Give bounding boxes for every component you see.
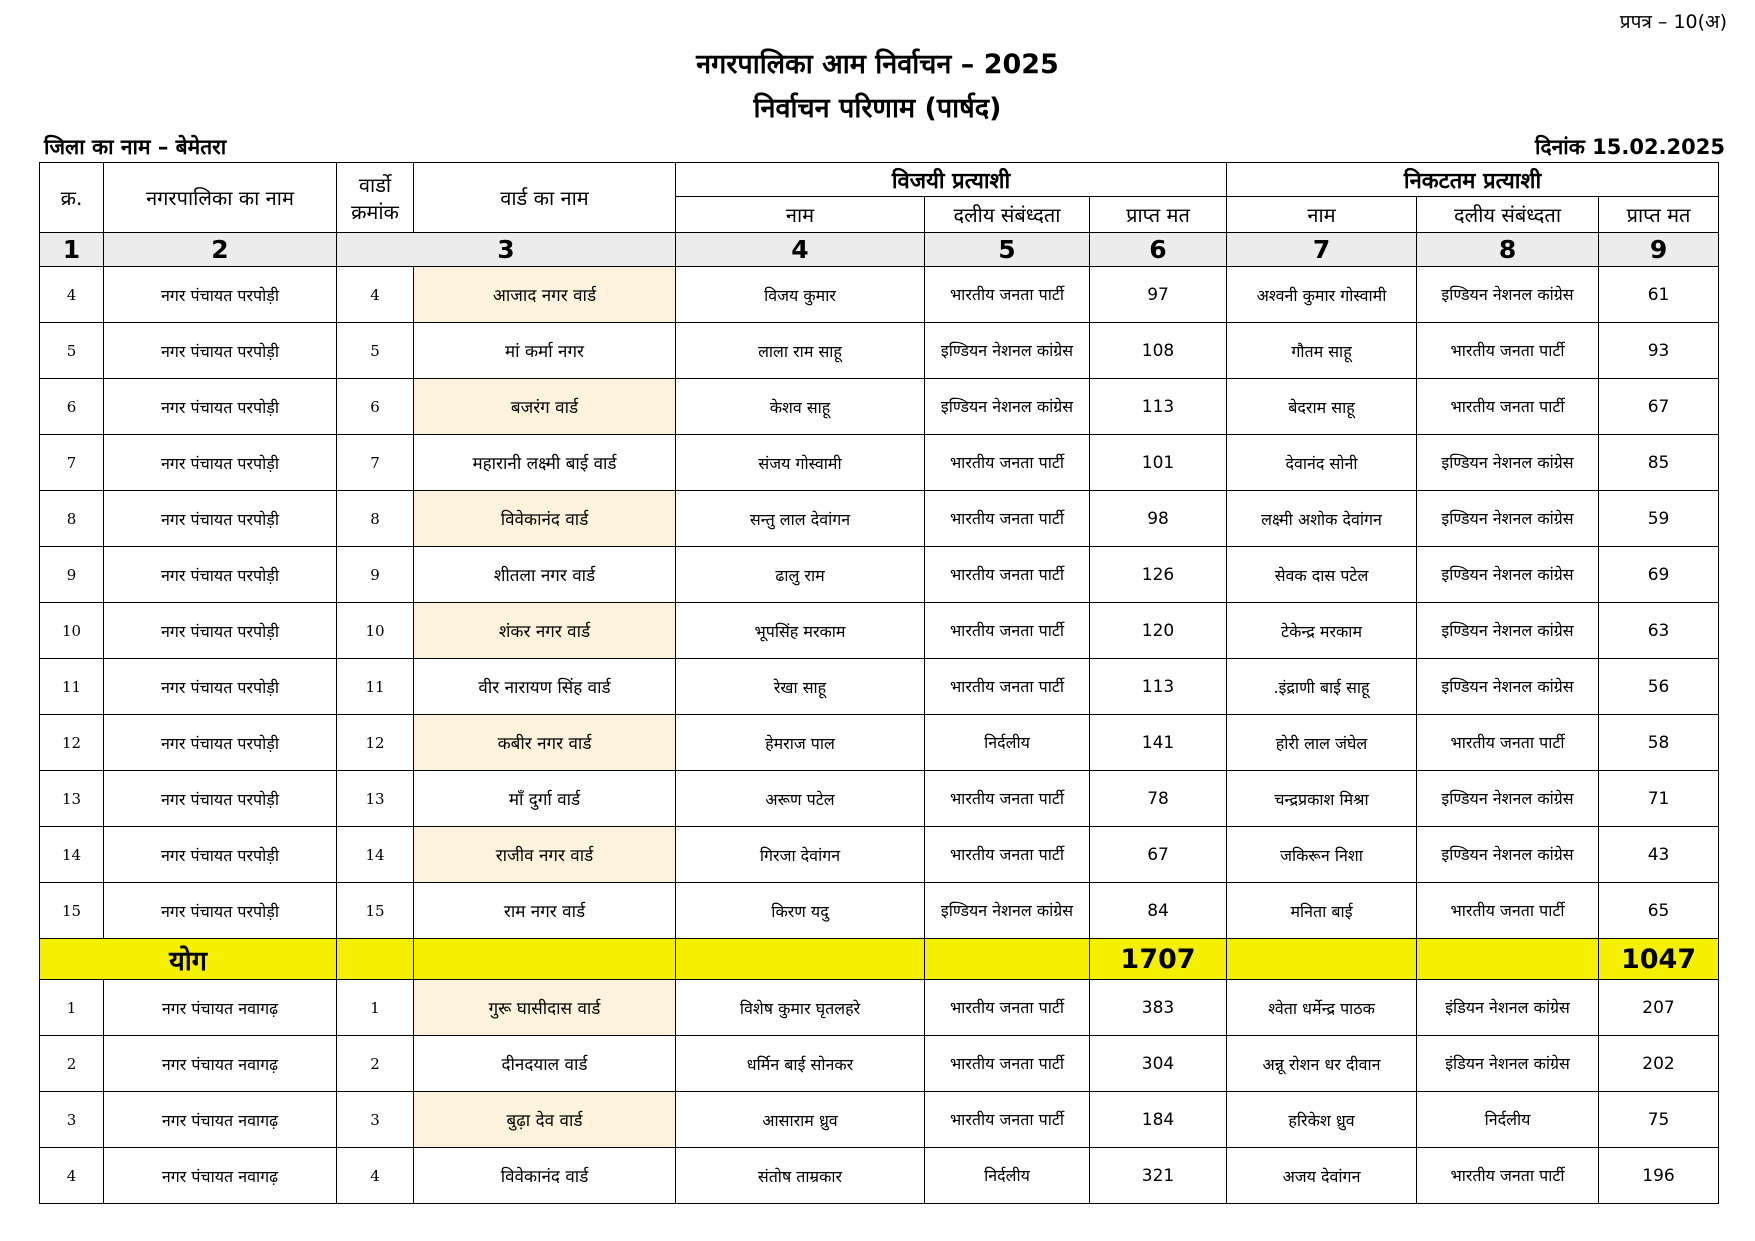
winner-party-cell: भारतीय जनता पार्टी	[925, 1092, 1090, 1148]
winner-party-cell: भारतीय जनता पार्टी	[925, 603, 1090, 659]
winner-name-cell: केशव साहू	[676, 379, 925, 435]
ward-no-cell: 10	[337, 603, 414, 659]
header-serial: क्र.	[40, 163, 104, 233]
runner-votes-cell: 93	[1599, 323, 1719, 379]
runner-name-cell: जकिरून निशा	[1227, 827, 1417, 883]
serial-cell: 3	[40, 1092, 104, 1148]
serial-cell: 14	[40, 827, 104, 883]
municipality-cell: नगर पंचायत परपोड़ी	[104, 827, 337, 883]
municipality-cell: नगर पंचायत परपोड़ी	[104, 267, 337, 323]
winner-name-cell: संतोष ताम्रकार	[676, 1148, 925, 1204]
municipality-cell: नगर पंचायत परपोड़ी	[104, 883, 337, 939]
winner-name-cell: आसाराम ध्रुव	[676, 1092, 925, 1148]
total-empty	[414, 939, 676, 980]
ward-name-cell: राम नगर वार्ड	[414, 883, 676, 939]
header-runner-group: निकटतम प्रत्याशी	[1227, 163, 1719, 197]
table-row	[40, 379, 1719, 435]
winner-name-cell: गिरजा देवांगन	[676, 827, 925, 883]
winner-party-cell: इण्डियन नेशनल कांग्रेस	[925, 379, 1090, 435]
serial-cell: 4	[40, 267, 104, 323]
winner-party-cell: इण्डियन नेशनल कांग्रेस	[925, 323, 1090, 379]
municipality-cell: नगर पंचायत परपोड़ी	[104, 379, 337, 435]
runner-name-cell: सेवक दास पटेल	[1227, 547, 1417, 603]
runner-party-cell: इण्डियन नेशनल कांग्रेस	[1417, 547, 1599, 603]
winner-party-cell: भारतीय जनता पार्टी	[925, 547, 1090, 603]
ward-no-cell: 1	[337, 980, 414, 1036]
page-subtitle: निर्वाचन परिणाम (पार्षद)	[753, 93, 1002, 124]
page-title: नगरपालिका आम निर्वाचन – 2025	[696, 49, 1059, 80]
serial-cell: 6	[40, 379, 104, 435]
ward-name-cell: गुरू घासीदास वार्ड	[414, 980, 676, 1036]
runner-votes-cell: 56	[1599, 659, 1719, 715]
winner-votes-cell: 108	[1090, 323, 1227, 379]
runner-votes-cell: 75	[1599, 1092, 1719, 1148]
ward-name-cell: आजाद नगर वार्ड	[414, 267, 676, 323]
winner-votes-cell: 304	[1090, 1036, 1227, 1092]
column-number: 9	[1599, 233, 1719, 267]
winner-name-cell: धर्मिन बाई सोनकर	[676, 1036, 925, 1092]
header-runner-votes: प्राप्त मत	[1599, 197, 1719, 233]
runner-name-cell: टेकेन्द्र मरकाम	[1227, 603, 1417, 659]
runner-party-cell: इंडियन नेशनल कांग्रेस	[1417, 980, 1599, 1036]
ward-no-cell: 4	[337, 267, 414, 323]
table-row	[40, 715, 1719, 771]
winner-name-cell: किरण यदु	[676, 883, 925, 939]
winner-votes-cell: 98	[1090, 491, 1227, 547]
total-runner-votes: 1047	[1599, 939, 1719, 980]
ward-no-cell: 3	[337, 1092, 414, 1148]
table-row	[40, 603, 1719, 659]
runner-name-cell: हरिकेश ध्रुव	[1227, 1092, 1417, 1148]
runner-party-cell: इण्डियन नेशनल कांग्रेस	[1417, 659, 1599, 715]
runner-party-cell: इण्डियन नेशनल कांग्रेस	[1417, 491, 1599, 547]
ward-name-cell: वीर नारायण सिंह वार्ड	[414, 659, 676, 715]
runner-name-cell: मनिता बाई	[1227, 883, 1417, 939]
header-municipality: नगरपालिका का नाम	[104, 163, 337, 233]
ward-no-cell: 9	[337, 547, 414, 603]
header-runner-party: दलीय संबंध्दता	[1417, 197, 1599, 233]
table-row	[40, 980, 1719, 1036]
municipality-cell: नगर पंचायत नवागढ़	[104, 1148, 337, 1204]
winner-votes-cell: 383	[1090, 980, 1227, 1036]
total-empty	[337, 939, 414, 980]
municipality-cell: नगर पंचायत नवागढ़	[104, 980, 337, 1036]
header-runner-name: नाम	[1227, 197, 1417, 233]
runner-party-cell: भारतीय जनता पार्टी	[1417, 379, 1599, 435]
ward-no-cell: 15	[337, 883, 414, 939]
table-row	[40, 659, 1719, 715]
winner-votes-cell: 184	[1090, 1092, 1227, 1148]
runner-party-cell: भारतीय जनता पार्टी	[1417, 715, 1599, 771]
ward-no-cell: 11	[337, 659, 414, 715]
municipality-cell: नगर पंचायत परपोड़ी	[104, 435, 337, 491]
ward-no-cell: 4	[337, 1148, 414, 1204]
serial-cell: 10	[40, 603, 104, 659]
table-row	[40, 267, 1719, 323]
serial-cell: 8	[40, 491, 104, 547]
runner-party-cell: इण्डियन नेशनल कांग्रेस	[1417, 435, 1599, 491]
runner-party-cell: इण्डियन नेशनल कांग्रेस	[1417, 827, 1599, 883]
winner-votes-cell: 97	[1090, 267, 1227, 323]
winner-party-cell: भारतीय जनता पार्टी	[925, 827, 1090, 883]
table-row	[40, 827, 1719, 883]
runner-votes-cell: 69	[1599, 547, 1719, 603]
column-number: 6	[1090, 233, 1227, 267]
winner-name-cell: लाला राम साहू	[676, 323, 925, 379]
winner-party-cell: भारतीय जनता पार्टी	[925, 435, 1090, 491]
header-winner-party: दलीय संबंध्दता	[925, 197, 1090, 233]
runner-name-cell: .इंद्राणी बाई साहू	[1227, 659, 1417, 715]
winner-name-cell: भूपसिंह मरकाम	[676, 603, 925, 659]
header-winner-votes: प्राप्त मत	[1090, 197, 1227, 233]
winner-party-cell: भारतीय जनता पार्टी	[925, 491, 1090, 547]
runner-votes-cell: 202	[1599, 1036, 1719, 1092]
report-date: दिनांक 15.02.2025	[1535, 135, 1725, 159]
serial-cell: 7	[40, 435, 104, 491]
ward-no-cell: 7	[337, 435, 414, 491]
ward-name-cell: विवेकानंद वार्ड	[414, 1148, 676, 1204]
runner-party-cell: इण्डियन नेशनल कांग्रेस	[1417, 603, 1599, 659]
ward-no-cell: 8	[337, 491, 414, 547]
winner-votes-cell: 113	[1090, 659, 1227, 715]
results-table	[39, 162, 1719, 1204]
serial-cell: 12	[40, 715, 104, 771]
runner-votes-cell: 85	[1599, 435, 1719, 491]
runner-party-cell: भारतीय जनता पार्टी	[1417, 1148, 1599, 1204]
column-number: 2	[104, 233, 337, 267]
winner-party-cell: निर्दलीय	[925, 1148, 1090, 1204]
winner-name-cell: संजय गोस्वामी	[676, 435, 925, 491]
ward-no-cell: 13	[337, 771, 414, 827]
runner-name-cell: गौतम साहू	[1227, 323, 1417, 379]
ward-name-cell: माँ दुर्गा वार्ड	[414, 771, 676, 827]
winner-name-cell: अरूण पटेल	[676, 771, 925, 827]
municipality-cell: नगर पंचायत परपोड़ी	[104, 323, 337, 379]
ward-name-cell: शंकर नगर वार्ड	[414, 603, 676, 659]
winner-votes-cell: 120	[1090, 603, 1227, 659]
total-empty	[1417, 939, 1599, 980]
ward-name-cell: महारानी लक्ष्मी बाई वार्ड	[414, 435, 676, 491]
winner-party-cell: इण्डियन नेशनल कांग्रेस	[925, 883, 1090, 939]
municipality-cell: नगर पंचायत परपोड़ी	[104, 715, 337, 771]
serial-cell: 15	[40, 883, 104, 939]
runner-party-cell: भारतीय जनता पार्टी	[1417, 883, 1599, 939]
column-number: 4	[676, 233, 925, 267]
runner-name-cell: देवानंद सोनी	[1227, 435, 1417, 491]
runner-party-cell: निर्दलीय	[1417, 1092, 1599, 1148]
form-number: प्रपत्र – 10(अ)	[1619, 11, 1727, 33]
winner-name-cell: विशेष कुमार घृतलहरे	[676, 980, 925, 1036]
table-row	[40, 435, 1719, 491]
runner-name-cell: होरी लाल जंघेल	[1227, 715, 1417, 771]
winner-party-cell: निर्दलीय	[925, 715, 1090, 771]
runner-votes-cell: 58	[1599, 715, 1719, 771]
runner-name-cell: चन्द्रप्रकाश मिश्रा	[1227, 771, 1417, 827]
winner-party-cell: भारतीय जनता पार्टी	[925, 980, 1090, 1036]
runner-votes-cell: 207	[1599, 980, 1719, 1036]
winner-party-cell: भारतीय जनता पार्टी	[925, 1036, 1090, 1092]
runner-party-cell: भारतीय जनता पार्टी	[1417, 323, 1599, 379]
total-empty	[925, 939, 1090, 980]
municipality-cell: नगर पंचायत परपोड़ी	[104, 491, 337, 547]
runner-party-cell: इंडियन नेशनल कांग्रेस	[1417, 1036, 1599, 1092]
ward-name-cell: शीतला नगर वार्ड	[414, 547, 676, 603]
municipality-cell: नगर पंचायत परपोड़ी	[104, 603, 337, 659]
table-row	[40, 1092, 1719, 1148]
winner-votes-cell: 126	[1090, 547, 1227, 603]
total-winner-votes: 1707	[1090, 939, 1227, 980]
ward-name-cell: बजरंग वार्ड	[414, 379, 676, 435]
municipality-cell: नगर पंचायत परपोड़ी	[104, 659, 337, 715]
table-row	[40, 1148, 1719, 1204]
runner-votes-cell: 43	[1599, 827, 1719, 883]
total-label: योग	[40, 939, 337, 980]
total-empty	[676, 939, 925, 980]
total-empty	[1227, 939, 1417, 980]
runner-votes-cell: 196	[1599, 1148, 1719, 1204]
runner-name-cell: अश्वनी कुमार गोस्वामी	[1227, 267, 1417, 323]
header-ward-name: वार्ड का नाम	[414, 163, 676, 233]
serial-cell: 11	[40, 659, 104, 715]
runner-votes-cell: 71	[1599, 771, 1719, 827]
header-ward-no: वार्डो क्रमांक	[337, 163, 414, 233]
serial-cell: 13	[40, 771, 104, 827]
column-number: 7	[1227, 233, 1417, 267]
winner-party-cell: भारतीय जनता पार्टी	[925, 771, 1090, 827]
column-number: 5	[925, 233, 1090, 267]
ward-name-cell: दीनदयाल वार्ड	[414, 1036, 676, 1092]
header-winner-name: नाम	[676, 197, 925, 233]
runner-party-cell: इण्डियन नेशनल कांग्रेस	[1417, 771, 1599, 827]
table-row	[40, 547, 1719, 603]
column-number-row	[40, 233, 1719, 267]
table-row	[40, 771, 1719, 827]
winner-party-cell: भारतीय जनता पार्टी	[925, 267, 1090, 323]
table-row	[40, 883, 1719, 939]
ward-no-cell: 2	[337, 1036, 414, 1092]
runner-votes-cell: 59	[1599, 491, 1719, 547]
winner-votes-cell: 101	[1090, 435, 1227, 491]
runner-votes-cell: 61	[1599, 267, 1719, 323]
runner-party-cell: इण्डियन नेशनल कांग्रेस	[1417, 267, 1599, 323]
runner-name-cell: बेदराम साहू	[1227, 379, 1417, 435]
serial-cell: 9	[40, 547, 104, 603]
column-number: 3	[337, 233, 676, 267]
column-number: 8	[1417, 233, 1599, 267]
table-row	[40, 1036, 1719, 1092]
ward-no-cell: 12	[337, 715, 414, 771]
ward-name-cell: कबीर नगर वार्ड	[414, 715, 676, 771]
runner-name-cell: अजय देवांगन	[1227, 1148, 1417, 1204]
ward-name-cell: मां कर्मा नगर	[414, 323, 676, 379]
winner-name-cell: सन्तु लाल देवांगन	[676, 491, 925, 547]
serial-cell: 4	[40, 1148, 104, 1204]
table-row	[40, 323, 1719, 379]
municipality-cell: नगर पंचायत नवागढ़	[104, 1036, 337, 1092]
winner-votes-cell: 141	[1090, 715, 1227, 771]
winner-votes-cell: 67	[1090, 827, 1227, 883]
municipality-cell: नगर पंचायत परपोड़ी	[104, 771, 337, 827]
municipality-cell: नगर पंचायत नवागढ़	[104, 1092, 337, 1148]
runner-name-cell: श्वेता धर्मेन्द्र पाठक	[1227, 980, 1417, 1036]
runner-votes-cell: 63	[1599, 603, 1719, 659]
serial-cell: 5	[40, 323, 104, 379]
total-row	[40, 939, 1719, 980]
district-name: जिला का नाम – बेमेतरा	[44, 135, 227, 159]
runner-name-cell: लक्ष्मी अशोक देवांगन	[1227, 491, 1417, 547]
ward-no-cell: 14	[337, 827, 414, 883]
serial-cell: 2	[40, 1036, 104, 1092]
ward-no-cell: 6	[337, 379, 414, 435]
winner-votes-cell: 321	[1090, 1148, 1227, 1204]
winner-party-cell: भारतीय जनता पार्टी	[925, 659, 1090, 715]
header-winner-group: विजयी प्रत्याशी	[676, 163, 1227, 197]
table-row	[40, 491, 1719, 547]
ward-no-cell: 5	[337, 323, 414, 379]
runner-votes-cell: 65	[1599, 883, 1719, 939]
winner-votes-cell: 84	[1090, 883, 1227, 939]
winner-name-cell: विजय कुमार	[676, 267, 925, 323]
ward-name-cell: विवेकानंद वार्ड	[414, 491, 676, 547]
municipality-cell: नगर पंचायत परपोड़ी	[104, 547, 337, 603]
serial-cell: 1	[40, 980, 104, 1036]
winner-votes-cell: 78	[1090, 771, 1227, 827]
ward-name-cell: बुढ़ा देव वार्ड	[414, 1092, 676, 1148]
runner-name-cell: अन्नू रोशन धर दीवान	[1227, 1036, 1417, 1092]
winner-votes-cell: 113	[1090, 379, 1227, 435]
winner-name-cell: ढालु राम	[676, 547, 925, 603]
column-number: 1	[40, 233, 104, 267]
winner-name-cell: रेखा साहू	[676, 659, 925, 715]
ward-name-cell: राजीव नगर वार्ड	[414, 827, 676, 883]
runner-votes-cell: 67	[1599, 379, 1719, 435]
winner-name-cell: हेमराज पाल	[676, 715, 925, 771]
